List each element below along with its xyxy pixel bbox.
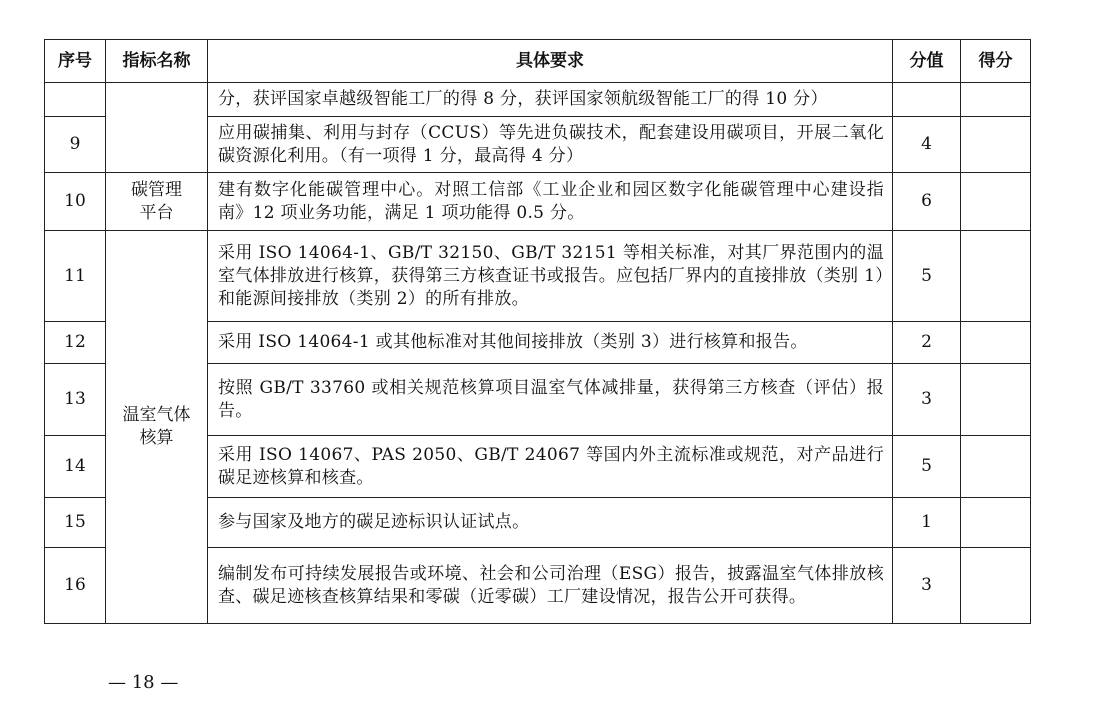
requirement-cell: 按照 GB/T 33760 或相关规范核算项目温室气体减排量，获得第三方核查（评估）报告。 bbox=[208, 364, 893, 436]
got-score-cell[interactable] bbox=[961, 83, 1031, 117]
header-row bbox=[45, 40, 1031, 83]
score-cell bbox=[893, 83, 961, 117]
header-indicator: 指标名称 bbox=[106, 40, 208, 83]
requirement-cell: 采用 ISO 14067、PAS 2050、GB/T 24067 等国内外主流标准或规范，对产品进行碳足迹核算和核查。 bbox=[208, 436, 893, 498]
got-score-cell[interactable] bbox=[961, 322, 1031, 364]
got-score-cell[interactable] bbox=[961, 231, 1031, 322]
score-cell: 2 bbox=[893, 322, 961, 364]
requirement-cell: 应用碳捕集、利用与封存（CCUS）等先进负碳技术，配套建设用碳项目，开展二氧化碳资源化利用。（有一项得 1 分，最高得 4 分） bbox=[208, 117, 893, 173]
requirement-cell: 采用 ISO 14064-1、GB/T 32150、GB/T 32151 等相关标准，对其厂界范围内的温室气体排放进行核算，获得第三方核查证书或报告。应包括厂界内的直接排放（类别 1）和能源间接排放（类别 2）的所有排放。 bbox=[208, 231, 893, 322]
seq-cell: 14 bbox=[45, 436, 106, 498]
seq-cell: 15 bbox=[45, 498, 106, 548]
page-number: — 18 — bbox=[108, 672, 179, 693]
seq-cell: 10 bbox=[45, 173, 106, 231]
seq-cell: 16 bbox=[45, 548, 106, 624]
score-cell: 3 bbox=[893, 548, 961, 624]
requirement-cell: 分，获评国家卓越级智能工厂的得 8 分，获评国家领航级智能工厂的得 10 分） bbox=[208, 83, 893, 117]
seq-cell bbox=[45, 83, 106, 117]
seq-cell: 13 bbox=[45, 364, 106, 436]
score-cell: 4 bbox=[893, 117, 961, 173]
got-score-cell[interactable] bbox=[961, 498, 1031, 548]
requirement-cell: 建有数字化能碳管理中心。对照工信部《工业企业和园区数字化能碳管理中心建设指南》12 项业务功能，满足 1 项功能得 0.5 分。 bbox=[208, 173, 893, 231]
header-requirement: 具体要求 bbox=[208, 40, 893, 83]
table-row bbox=[45, 83, 1031, 117]
got-score-cell[interactable] bbox=[961, 117, 1031, 173]
requirement-cell: 采用 ISO 14064-1 或其他标准对其他间接排放（类别 3）进行核算和报告。 bbox=[208, 322, 893, 364]
header-score-value: 分值 bbox=[893, 40, 961, 83]
scoring-table bbox=[44, 39, 1031, 624]
got-score-cell[interactable] bbox=[961, 436, 1031, 498]
seq-cell: 11 bbox=[45, 231, 106, 322]
score-cell: 3 bbox=[893, 364, 961, 436]
indicator-cell: 碳管理平台 bbox=[106, 173, 208, 231]
table-row bbox=[45, 231, 1031, 322]
requirement-cell: 编制发布可持续发展报告或环境、社会和公司治理（ESG）报告，披露温室气体排放核查、碳足迹核查核算结果和零碳（近零碳）工厂建设情况，报告公开可获得。 bbox=[208, 548, 893, 624]
indicator-cell-ghg: 温室气体核算 bbox=[106, 231, 208, 624]
score-cell: 6 bbox=[893, 173, 961, 231]
indicator-cell-empty bbox=[106, 83, 208, 173]
got-score-cell[interactable] bbox=[961, 173, 1031, 231]
score-cell: 5 bbox=[893, 436, 961, 498]
seq-cell: 9 bbox=[45, 117, 106, 173]
header-score-got: 得分 bbox=[961, 40, 1031, 83]
table-row bbox=[45, 173, 1031, 231]
got-score-cell[interactable] bbox=[961, 548, 1031, 624]
header-seq: 序号 bbox=[45, 40, 106, 83]
score-cell: 5 bbox=[893, 231, 961, 322]
got-score-cell[interactable] bbox=[961, 364, 1031, 436]
seq-cell: 12 bbox=[45, 322, 106, 364]
requirement-cell: 参与国家及地方的碳足迹标识认证试点。 bbox=[208, 498, 893, 548]
score-cell: 1 bbox=[893, 498, 961, 548]
